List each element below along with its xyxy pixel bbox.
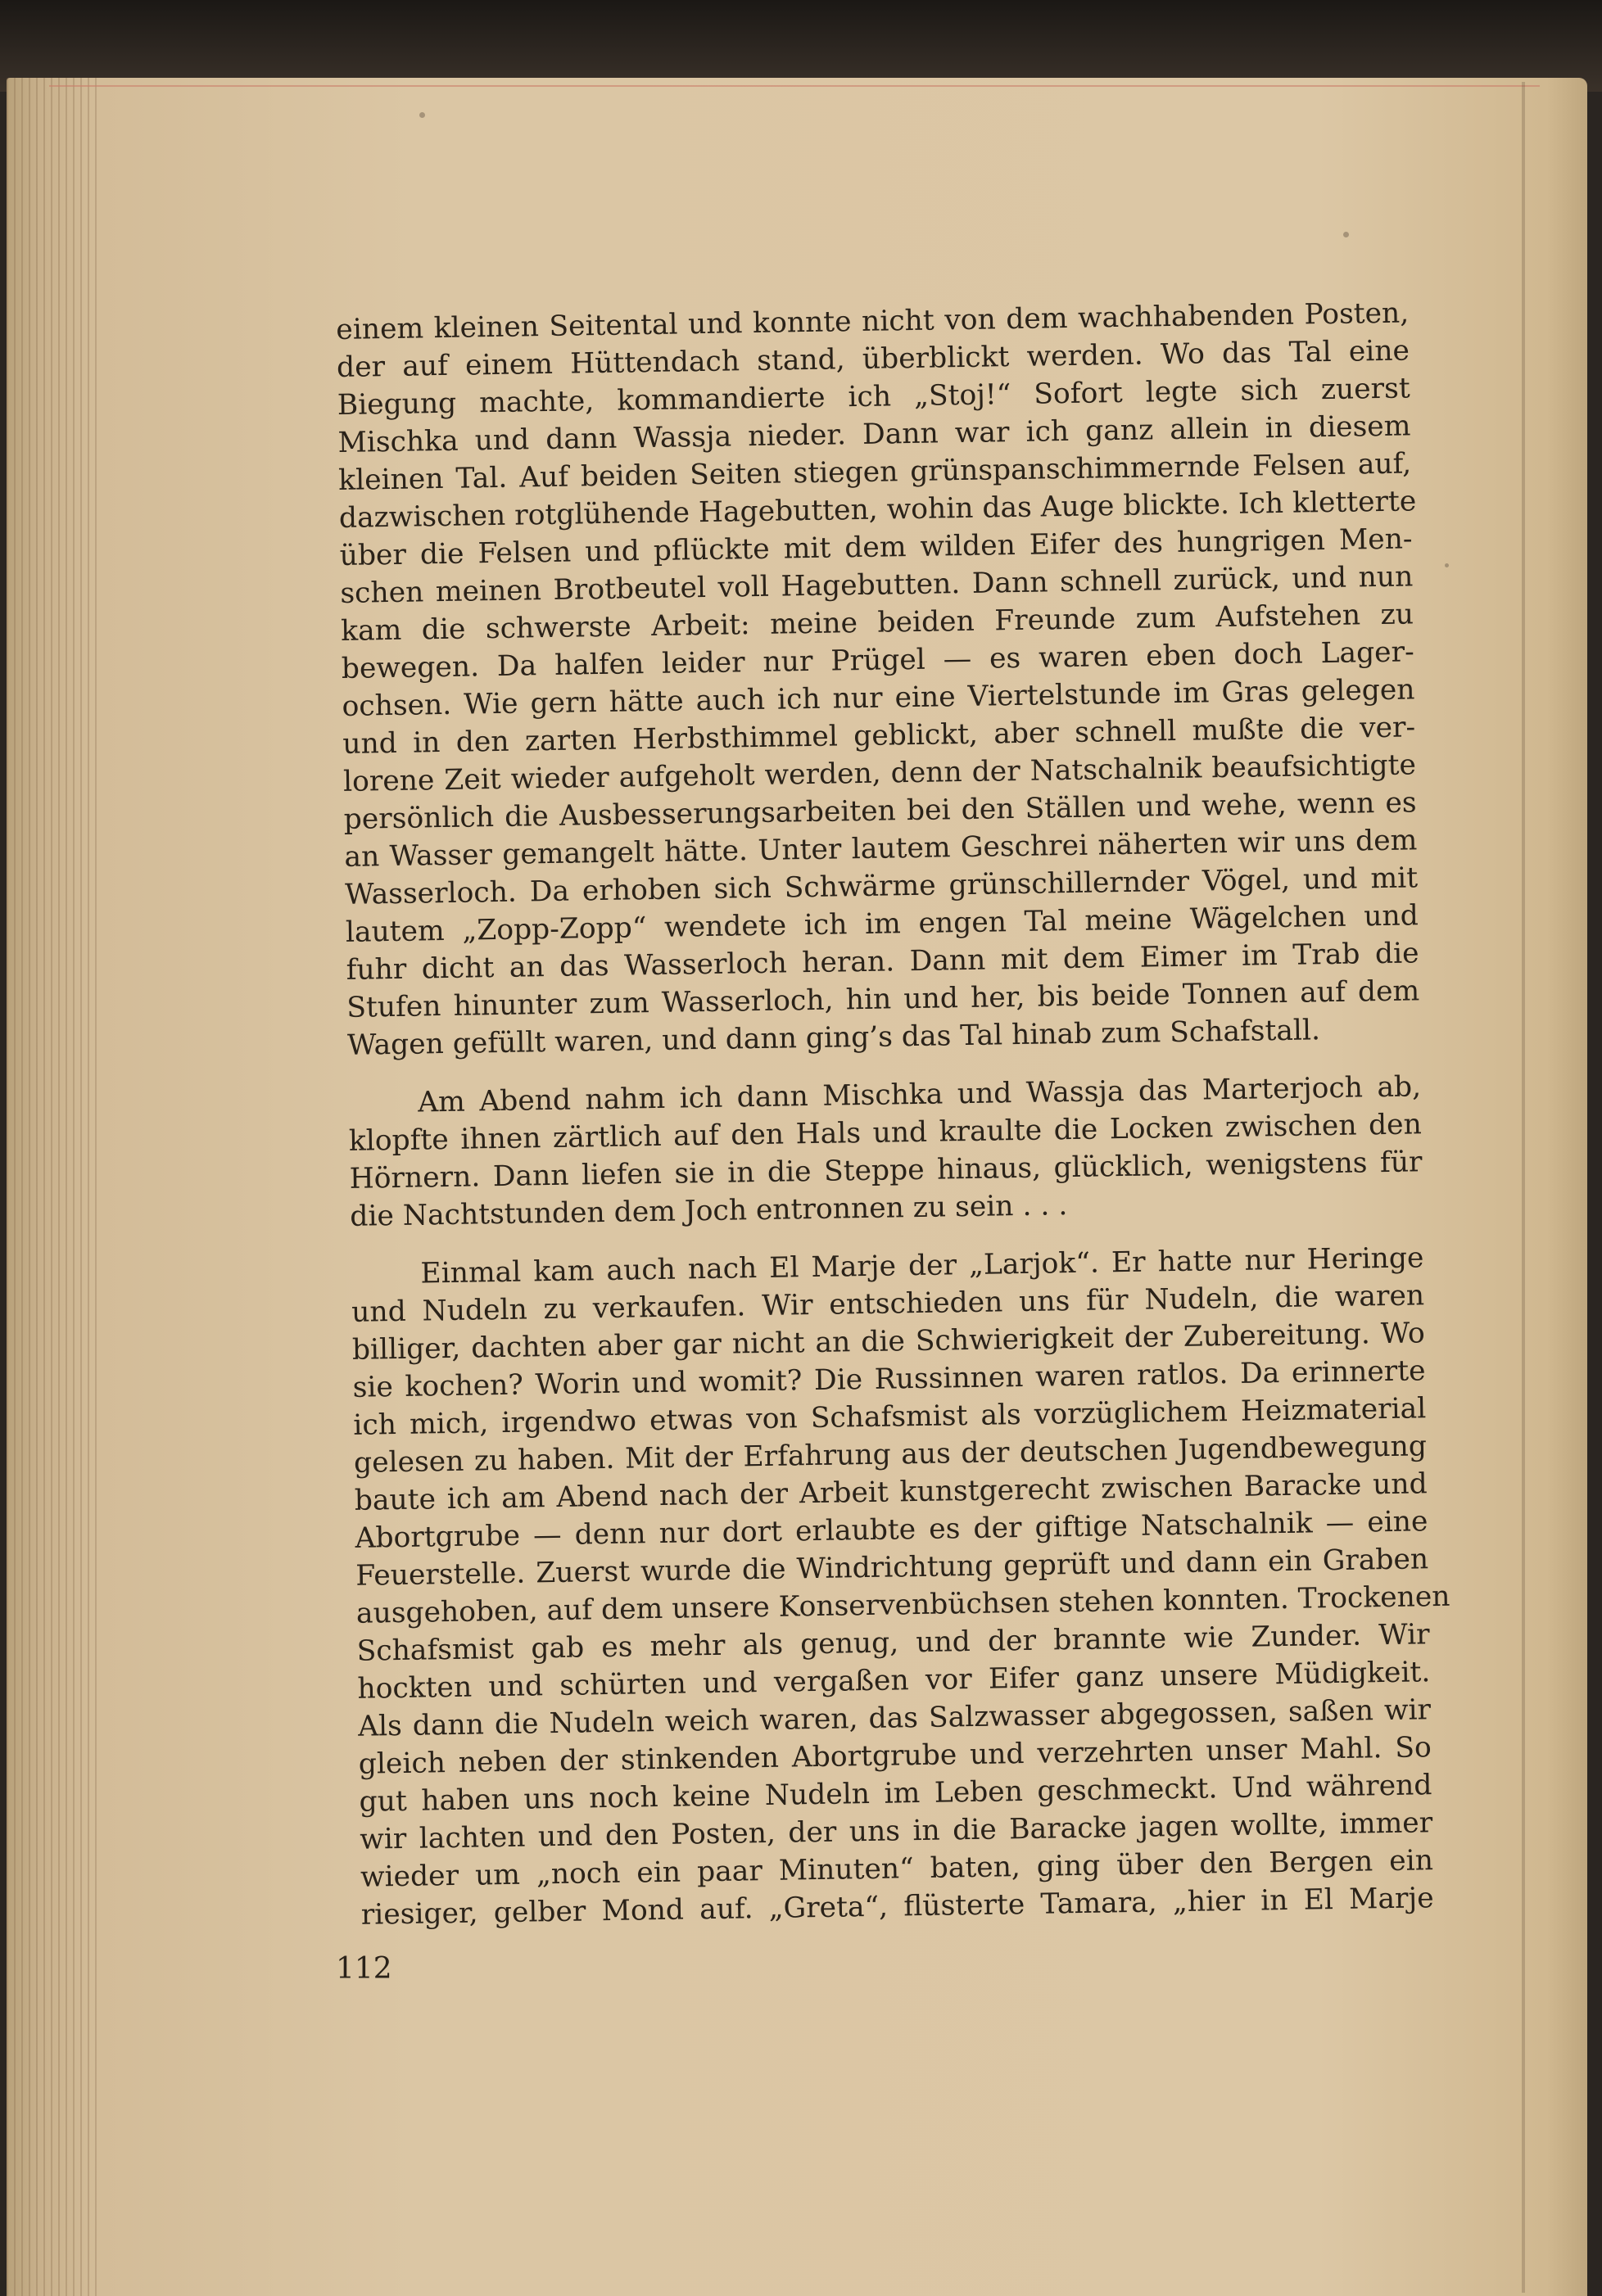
- paper-speck: [1445, 563, 1449, 567]
- text-line: riesiger, gelber Mond auf. „Greta“, flüsterte Tamara, „hier in El Marje: [360, 1882, 1434, 1932]
- text-line: Mischka und dann Wassja nieder. Dann war ich ganz allein in diesem: [337, 409, 1411, 459]
- text-line: wieder um „noch ein paar Minuten“ baten, ging über den Bergen ein: [360, 1844, 1434, 1894]
- page-top-edge: [49, 85, 1540, 87]
- text-line: schen meinen Brotbeutel voll Hagebutten. Dann schnell zurück, und nun: [340, 560, 1414, 610]
- text-line: dazwischen rotglühende Hagebutten, wohin das Auge blickte. Ich kletterte: [338, 485, 1417, 535]
- text-line: lautem „Zopp-Zopp“ wendete ich im engen Tal meine Wägelchen und: [345, 899, 1419, 949]
- text-line: wir lachten und den Posten, der uns in die Baracke jagen wollte, immer: [360, 1806, 1433, 1856]
- text-line: persönlich die Ausbesserungsarbeiten bei den Ställen und wehe, wenn es: [343, 786, 1417, 836]
- text-line: ochsen. Wie gern hätte auch ich nur eine Viertelstunde im Gras gelegen: [342, 673, 1415, 723]
- text-line: Wagen gefüllt waren, und dann ging’s das Tal hinab zum Schafstall.: [346, 1014, 1321, 1062]
- text-line: der auf einem Hüttendach stand, überblickt werden. Wo das Tal eine: [336, 334, 1410, 384]
- text-line: Schafsmist gab es mehr als genug, und der brannte wie Zunder. Wir: [356, 1618, 1430, 1668]
- text-line: Abortgrube — denn nur dort erlaubte es der giftige Natschalnik — eine: [355, 1505, 1428, 1555]
- text-line: klopfte ihnen zärtlich auf den Hals und kraulte die Locken zwischen den: [348, 1108, 1423, 1158]
- text-line: kleinen Tal. Auf beiden Seiten stiegen grünspanschimmernde Felsen auf,: [337, 447, 1412, 497]
- text-line: ich mich, irgendwo etwas von Schafsmist als vorzüglichem Heizmaterial: [353, 1392, 1427, 1442]
- text-line: baute ich am Abend nach der Arbeit kunstgerecht zwischen Baracke und: [354, 1467, 1428, 1517]
- text-line: Feuerstelle. Zuerst wurde die Windrichtung geprüft und dann ein Graben: [355, 1543, 1429, 1593]
- text-line: Wasserloch. Da erhoben sich Schwärme grünschillernder Vögel, und mit: [344, 861, 1419, 911]
- text-line: bewegen. Da halfen leider nur Prügel — es waren eben doch Lager-: [341, 635, 1415, 685]
- text-line: gleich neben der stinkenden Abortgrube und verzehrten unser Mahl. So: [358, 1731, 1432, 1781]
- text-line: lorene Zeit wieder aufgeholt werden, denn der Natschalnik beaufsichtigte: [342, 748, 1417, 798]
- paragraph-3: [351, 1239, 1450, 1933]
- text-line: gut haben uns noch keine Nudeln im Leben geschmeckt. Und während: [359, 1769, 1432, 1819]
- paper-speck: [1343, 232, 1349, 237]
- text-line: Am Abend nahm ich dann Mischka und Wassja das Marterjoch ab,: [417, 1070, 1422, 1119]
- text-line: an Wasser gemangelt hätte. Unter lautem Geschrei näherten wir uns dem: [344, 824, 1418, 874]
- text-line: ausgehoben, auf dem unsere Konservenbüchsen stehen konnten. Trockenen: [355, 1580, 1450, 1630]
- text-line: billiger, dachten aber gar nicht an die Schwierigkeit der Zubereitung. Wo: [351, 1317, 1426, 1367]
- text-line: über die Felsen und pflückte mit dem wilden Eifer des hungrigen Men-: [339, 522, 1413, 572]
- text-line: Stufen hinunter zum Wasserloch, hin und her, bis beide Tonnen auf dem: [346, 974, 1420, 1024]
- paper-speck: [419, 112, 425, 118]
- text-line: und in den zarten Herbsthimmel geblickt, aber schnell mußte die ver-: [342, 711, 1416, 761]
- text-line: hockten und schürten und vergaßen vor Eifer ganz unsere Müdigkeit.: [357, 1656, 1431, 1706]
- text-line: einem kleinen Seitental und konnte nicht von dem wachhabenden Posten,: [336, 296, 1410, 346]
- page-stack-edges: [7, 78, 97, 2296]
- page-number: 112: [336, 1952, 392, 1986]
- text-line: Einmal kam auch nach El Marje der „Larjok“. Er hatte nur Heringe: [420, 1241, 1424, 1290]
- page-gutter-edge: [1522, 82, 1525, 2293]
- text-line: Biegung machte, kommandierte ich „Stoj!“ Sofort legte sich zuerst: [337, 372, 1410, 422]
- body-text: [336, 294, 1450, 1933]
- paragraph-2: [348, 1068, 1423, 1236]
- text-line: gelesen zu haben. Mit der Erfahrung aus der deutschen Jugendbewegung: [353, 1430, 1428, 1480]
- text-line: sie kochen? Worin und womit? Die Russinnen waren ratlos. Da erinnerte: [352, 1354, 1426, 1404]
- text-line: fuhr dicht an das Wasserloch heran. Dann mit dem Eimer im Trab die: [346, 937, 1419, 987]
- paragraph-1: [336, 294, 1420, 1064]
- text-line: Hörnern. Dann liefen sie in die Steppe hinaus, glücklich, wenigstens für: [349, 1146, 1423, 1195]
- text-line: die Nachtstunden dem Joch entronnen zu sein . . .: [350, 1189, 1068, 1233]
- text-line: und Nudeln zu verkaufen. Wir entschieden uns für Nudeln, die waren: [351, 1279, 1425, 1329]
- text-line: Als dann die Nudeln weich waren, das Salzwasser abgegossen, saßen wir: [357, 1693, 1432, 1743]
- text-line: kam die schwerste Arbeit: meine beiden Freunde zum Aufstehen zu: [340, 598, 1414, 648]
